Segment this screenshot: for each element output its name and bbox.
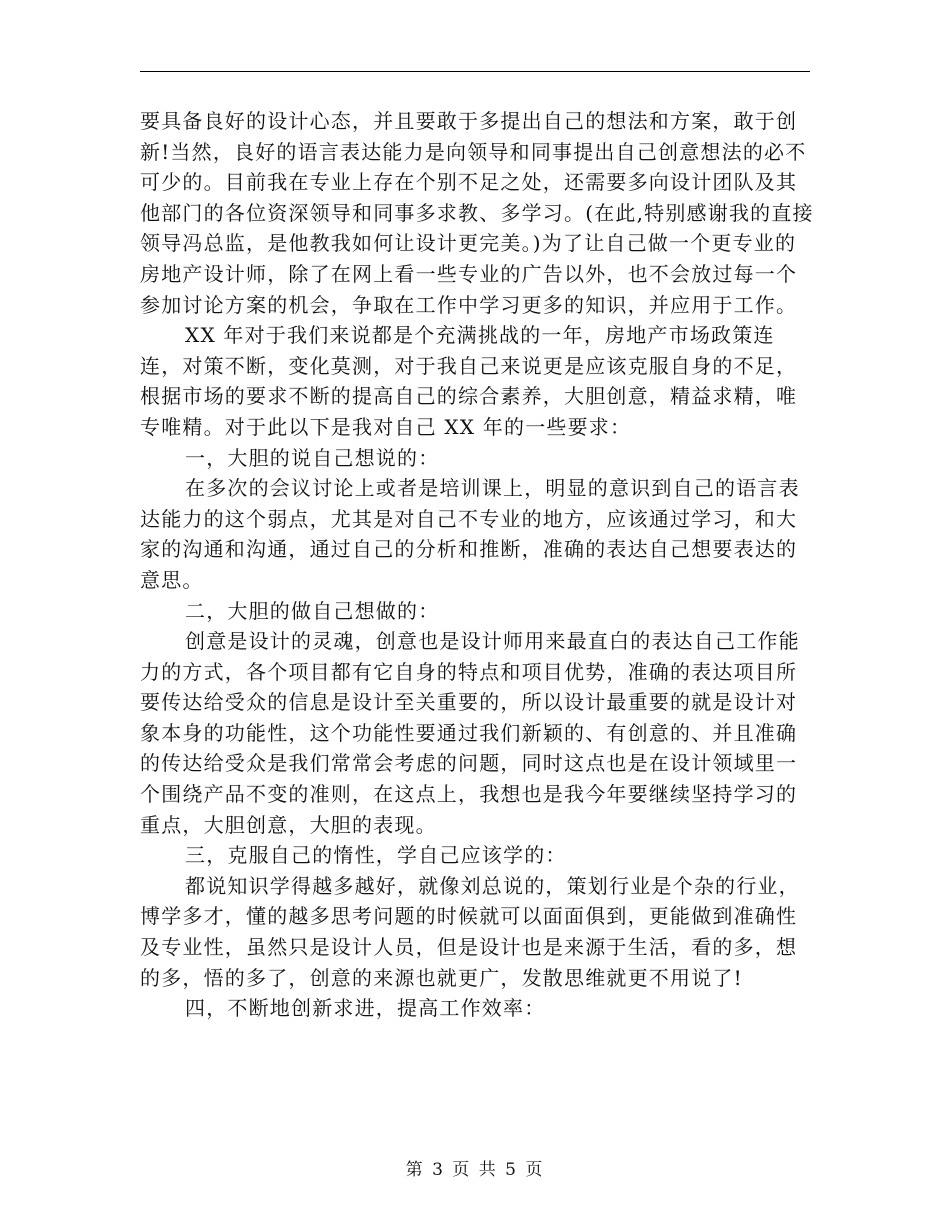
header-rule [140,71,810,72]
paragraph: XX 年对于我们来说都是个充满挑战的一年，房地产市场政策连连，对策不断，变化莫测，对于我自己来说更是应该克服自身的不足，根据市场的要求不断的提高自己的综合素养，大胆创意，精益求精，唯专唯精。对于此以下是我对自己 XX 年的一些要求： [140,323,798,439]
body-text [140,106,815,1024]
paragraph: 要具备良好的设计心态，并且要敢于多提出自己的想法和方案，敢于创新!当然，良好的语言表达能力是向领导和同事提出自己创意想法的必不可少的。目前我在专业上存在个别不足之处，还需要多向设计团队及其他部门的各位资深领导和同事多求教、多学习。(在此,特别感谢我的直接领导冯总监，是他教我如何让设计更完美。)为了让自己做一个更专业的房地产设计师，除了在网上看一些专业的广告以外，也不会放过每一个参加讨论方案的机会，争取在工作中学习更多的知识，并应用于工作。 [140,109,814,317]
page-number: 第 3 页 共 5 页 [405,1160,545,1180]
paragraph: 在多次的会议讨论上或者是培训课上，明显的意识到自己的语言表达能力的这个弱点，尤其是对自己不专业的地方，应该通过学习，和大家的沟通和沟通，通过自己的分析和推断，准确的表达自己想要表达的意思。 [140,476,800,592]
section-heading: 四，不断地创新求进，提高工作效率： [185,996,546,1021]
section-heading: 一，大胆的说自己想说的： [185,445,440,470]
paragraph: 都说知识学得越多越好，就像刘总说的，策划行业是个杂的行业，博学多才，懂的越多思考问题的时候就可以面面俱到，更能做到准确性及专业性，虽然只是设计人员，但是设计也是来源于生活，看的多，想的多，悟的多了，创意的来源也就更广，发散思维就更不用说了! [140,873,800,990]
section-heading: 二，大胆的做自己想做的： [185,598,440,623]
paragraph: 创意是设计的灵魂，创意也是设计师用来最直白的表达自己工作能力的方式，各个项目都有它自身的特点和项目优势，准确的表达项目所要传达给受众的信息是设计至关重要的，所以设计最重要的就是设计对象本身的功能性，这个功能性要通过我们新颖的、有创意的、并且准确的传达给受众是我们常常会考虑的问题，同时这点也是在设计领域里一个围绕产品不变的准则，在这点上，我想也是我今年要继续坚持学习的重点，大胆创意，大胆的表现。 [140,629,800,837]
section-heading: 三，克服自己的惰性，学自己应该学的： [185,843,567,868]
